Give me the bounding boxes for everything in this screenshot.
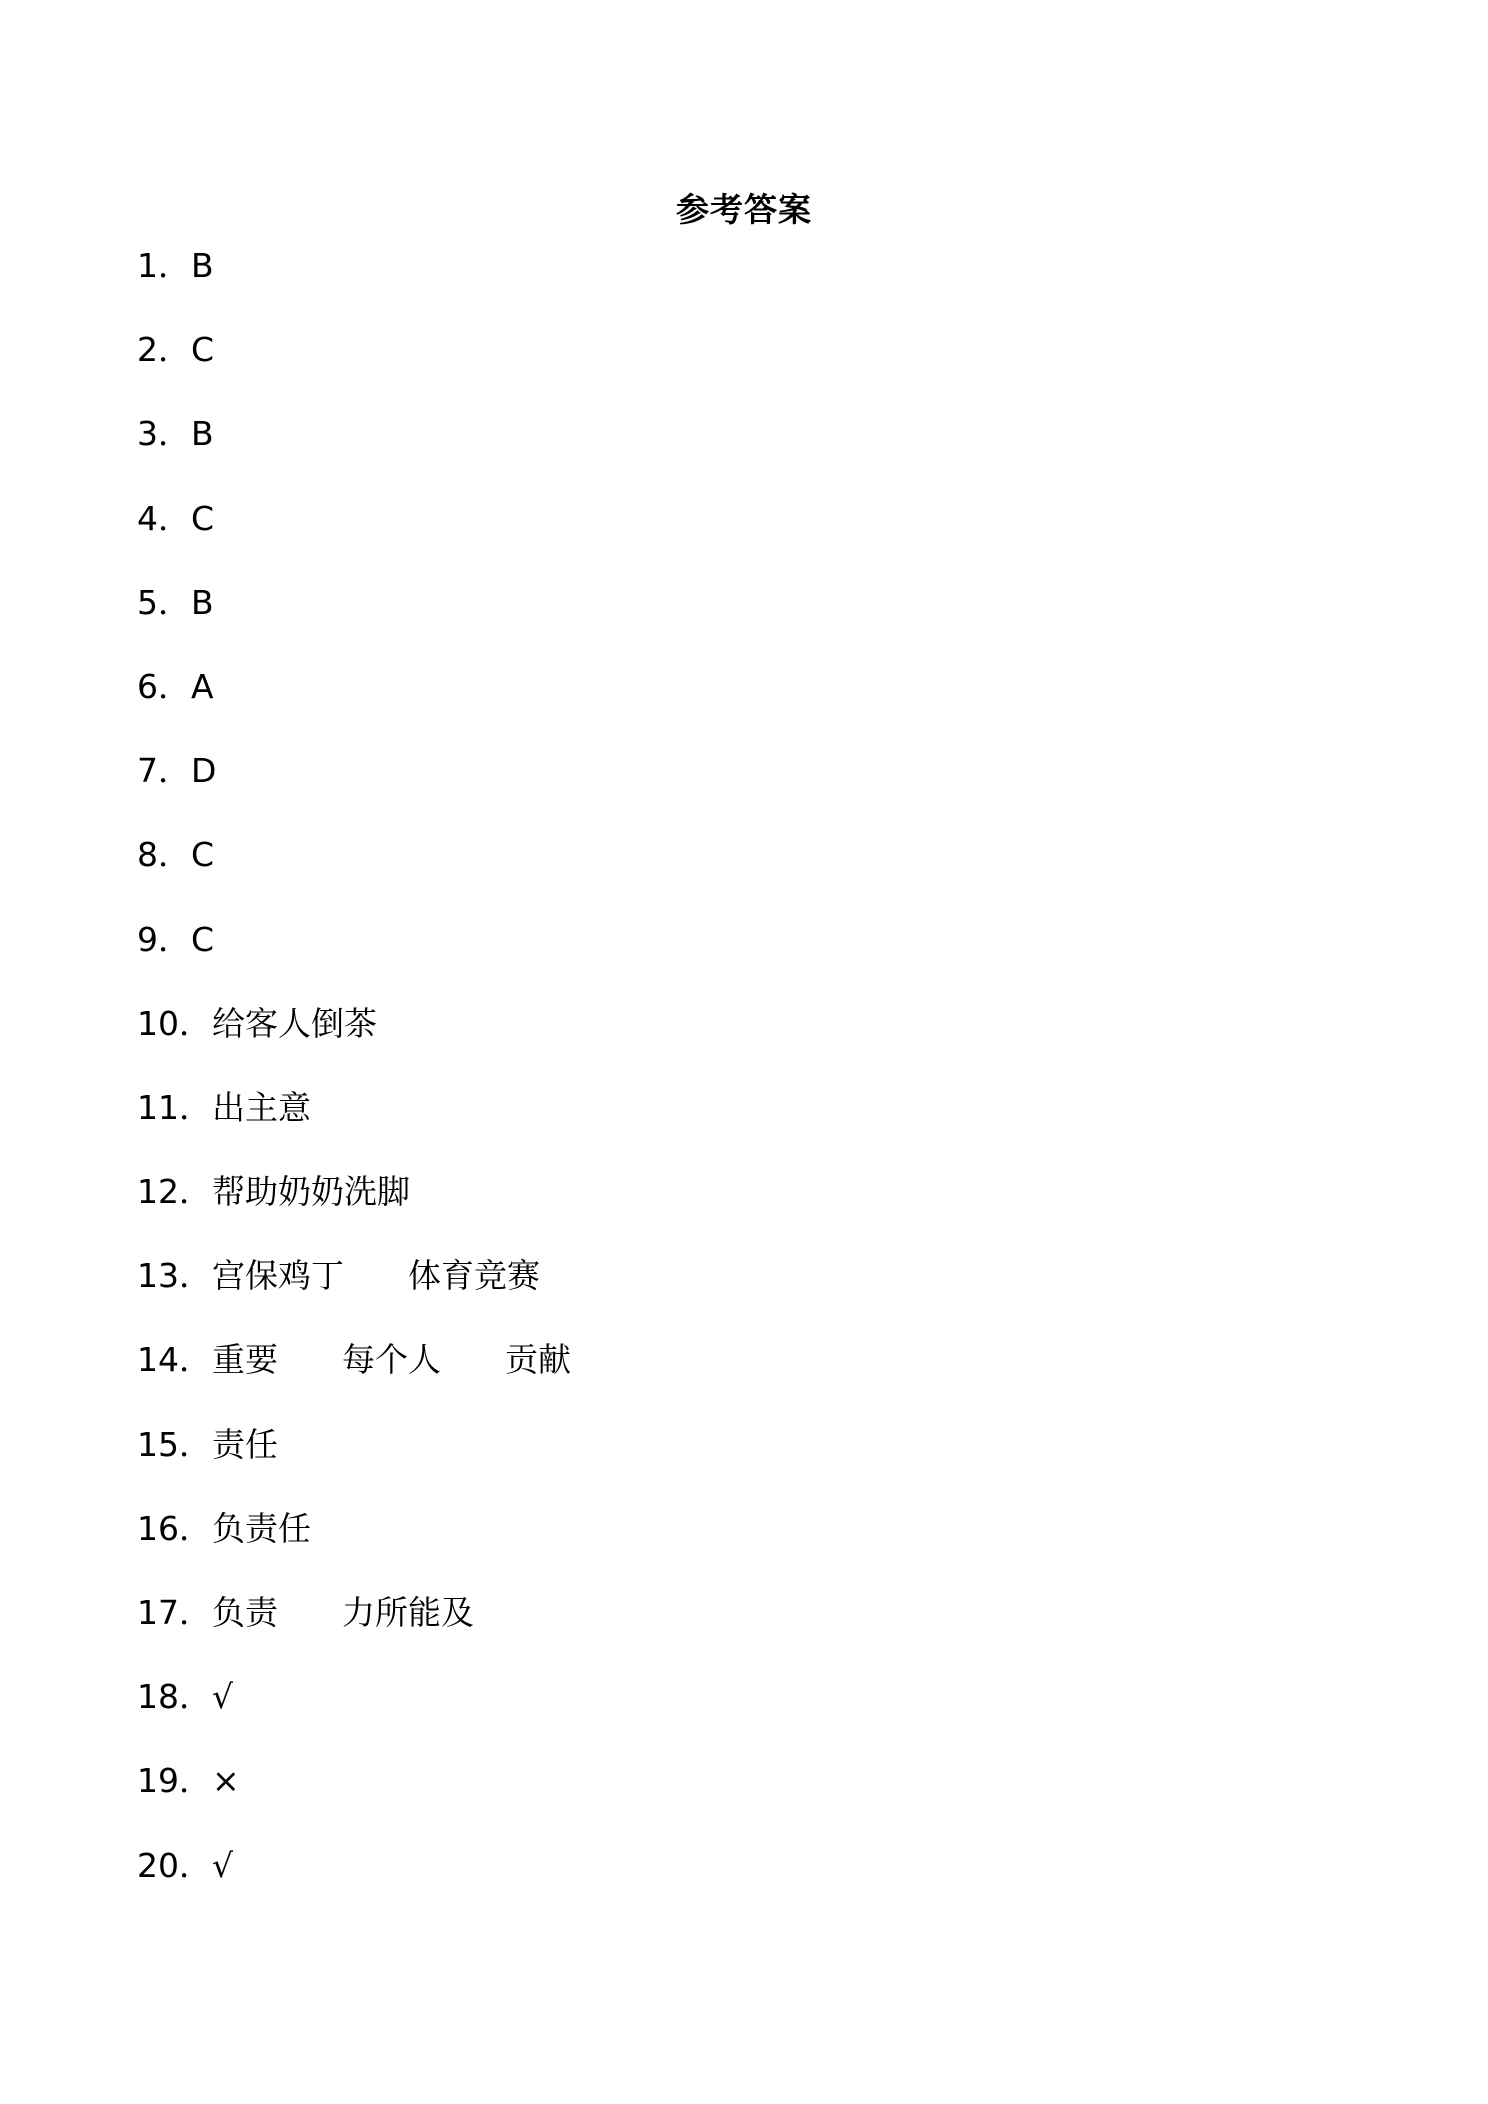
- answer-item: [137, 1002, 1337, 1086]
- answer-item: [137, 1591, 1337, 1675]
- answer-text: √: [212, 1845, 234, 1885]
- answer-text: B: [191, 582, 214, 622]
- answer-separator: ．: [158, 246, 191, 285]
- answer-number: 6: [137, 666, 158, 706]
- answer-text: D: [191, 751, 217, 791]
- answer-text: 宫保鸡丁: [212, 1256, 344, 1296]
- answer-item: [137, 1170, 1337, 1254]
- answer-text: 给客人倒茶: [212, 1003, 377, 1043]
- answer-text: 负责任: [212, 1508, 311, 1548]
- answer-separator: ．: [179, 1508, 212, 1548]
- answer-number: 10: [137, 1003, 179, 1043]
- answer-number: 17: [137, 1593, 179, 1632]
- answer-separator: ．: [179, 1677, 212, 1717]
- answer-list: [137, 244, 1337, 1928]
- answer-number: 11: [137, 1087, 179, 1127]
- answer-text: A: [191, 666, 214, 706]
- answer-separator: ．: [158, 835, 191, 875]
- answer-number: 3: [137, 414, 158, 454]
- answer-item: [137, 1086, 1337, 1170]
- answer-item: [137, 1338, 1337, 1422]
- answer-number: 1: [137, 246, 158, 285]
- answer-item: [137, 833, 1337, 917]
- answer-text: B: [191, 414, 214, 454]
- answer-item: [137, 1507, 1337, 1591]
- answer-separator: ．: [158, 498, 191, 538]
- answer-number: 16: [137, 1508, 179, 1548]
- answer-text: C: [191, 919, 215, 959]
- answer-text: 体育竞赛: [408, 1256, 540, 1296]
- answer-separator: ．: [179, 1172, 212, 1212]
- answer-separator: ．: [179, 1003, 212, 1043]
- answer-number: 8: [137, 835, 158, 875]
- answer-item: [137, 1759, 1337, 1843]
- answer-separator: ．: [158, 751, 191, 791]
- answer-number: 19: [137, 1761, 179, 1801]
- answer-text: 责任: [212, 1424, 278, 1464]
- answer-item: [137, 1423, 1337, 1507]
- answer-separator: ．: [158, 414, 191, 454]
- answer-number: 4: [137, 498, 158, 538]
- answer-number: 15: [137, 1424, 179, 1464]
- answer-separator: ．: [179, 1256, 212, 1296]
- answer-text: B: [191, 246, 214, 285]
- answer-number: 9: [137, 919, 158, 959]
- answer-item: [137, 918, 1337, 1002]
- answer-number: 13: [137, 1256, 179, 1296]
- answer-text: C: [191, 835, 215, 875]
- answer-text: C: [191, 330, 215, 370]
- answer-text: 帮助奶奶洗脚: [212, 1172, 410, 1212]
- answer-item: [137, 412, 1337, 496]
- answer-text: 贡献: [505, 1340, 571, 1380]
- answer-number: 20: [137, 1845, 179, 1885]
- answer-item: [137, 665, 1337, 749]
- answer-separator: ．: [179, 1087, 212, 1127]
- answer-text: 重要: [212, 1340, 278, 1380]
- answer-text: 出主意: [212, 1087, 311, 1127]
- answer-separator: ．: [158, 919, 191, 959]
- answer-text: √: [212, 1677, 234, 1717]
- answer-number: 5: [137, 582, 158, 622]
- answer-item: [137, 328, 1337, 412]
- answer-separator: ．: [179, 1424, 212, 1464]
- answer-separator: ．: [158, 582, 191, 622]
- answer-text: 每个人: [342, 1340, 441, 1380]
- page-title: 参考答案: [676, 190, 812, 229]
- answer-item: [137, 749, 1337, 833]
- answer-item: [137, 244, 1337, 328]
- answer-separator: ．: [179, 1340, 212, 1380]
- answer-number: 18: [137, 1677, 179, 1717]
- answer-number: 14: [137, 1340, 179, 1380]
- answer-separator: ．: [179, 1845, 212, 1885]
- answer-number: 7: [137, 751, 158, 791]
- answer-text: 负责: [212, 1593, 278, 1632]
- answer-item: [137, 497, 1337, 581]
- answer-text: ×: [212, 1761, 240, 1801]
- answer-number: 12: [137, 1172, 179, 1212]
- answer-separator: ．: [158, 666, 191, 706]
- answer-item: [137, 1844, 1337, 1928]
- answer-text: C: [191, 498, 215, 538]
- answer-separator: ．: [158, 330, 191, 370]
- answer-text: 力所能及: [342, 1593, 474, 1632]
- answer-separator: ．: [179, 1593, 212, 1632]
- answer-item: [137, 1675, 1337, 1759]
- answer-item: [137, 581, 1337, 665]
- answer-number: 2: [137, 330, 158, 370]
- answer-item: [137, 1254, 1337, 1338]
- answer-separator: ．: [179, 1761, 212, 1801]
